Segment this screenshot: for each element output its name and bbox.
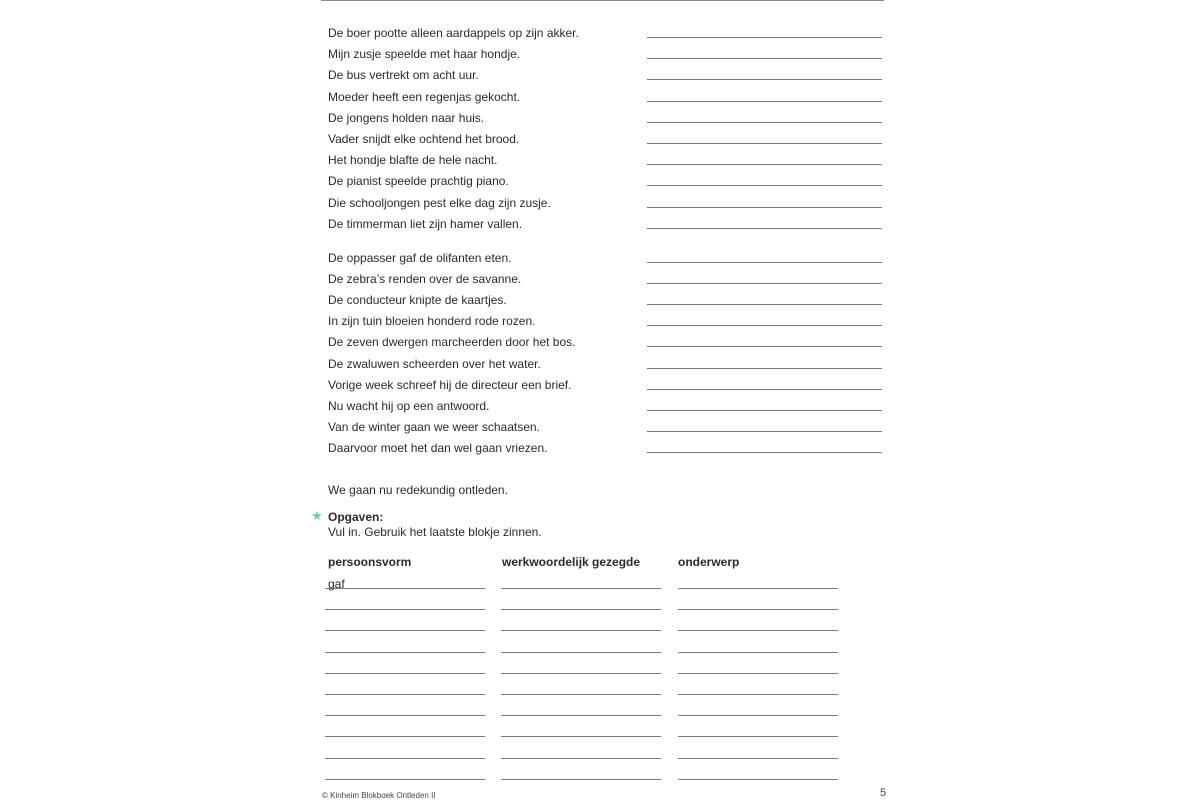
sentence-text: De jongens holden naar huis. <box>328 110 485 125</box>
table-answer-line[interactable] <box>678 694 838 695</box>
sentence-row <box>328 333 884 354</box>
block-gap <box>328 236 884 249</box>
table-answer-line[interactable] <box>501 779 661 780</box>
page-number: 5 <box>880 787 887 799</box>
sentence-row <box>328 249 884 270</box>
answer-line[interactable] <box>647 304 882 305</box>
sentence-text: De oppasser gaf de olifanten eten. <box>328 250 512 265</box>
sentence-text: De timmerman liet zijn hamer vallen. <box>328 216 523 231</box>
column-header-onderwerp: onderwerp <box>678 555 740 569</box>
sentence-row <box>328 397 884 418</box>
sentence-row <box>328 172 884 193</box>
sentence-text: Nu wacht hij op een antwoord. <box>328 398 490 413</box>
sentence-text: De zebra’s renden over de savanne. <box>328 271 522 286</box>
exercise-instruction: Vul in. Gebruik het laatste blokje zinnen. <box>328 525 542 539</box>
answer-line[interactable] <box>647 37 882 38</box>
sentence-text: Vorige week schreef hij de directeur een brief. <box>328 377 572 392</box>
sentence-row <box>328 215 884 236</box>
sentence-text: Die schooljongen pest elke dag zijn zusje. <box>328 195 551 210</box>
table-answer-line[interactable] <box>325 673 485 674</box>
sentence-row <box>328 312 884 333</box>
sentence-row <box>328 24 884 45</box>
sentence-row <box>328 291 884 312</box>
answer-line[interactable] <box>647 346 882 347</box>
answer-line[interactable] <box>647 228 882 229</box>
table-answer-line[interactable] <box>501 652 661 653</box>
sentence-row <box>328 194 884 215</box>
sentence-text: De pianist speelde prachtig piano. <box>328 174 509 189</box>
sentence-text: De boer pootte alleen aardappels op zijn akker. <box>328 26 579 40</box>
sentence-row <box>328 109 884 130</box>
sentence-text: De zwaluwen scheerden over het water. <box>328 356 541 371</box>
table-answer-line[interactable] <box>501 694 661 695</box>
table-answer-line[interactable] <box>501 630 661 631</box>
table-answer-line[interactable] <box>501 609 661 610</box>
sentence-row <box>328 376 884 397</box>
table-answer-line[interactable] <box>678 588 838 589</box>
sentence-text: Van de winter gaan we weer schaatsen. <box>328 420 540 435</box>
answer-value: gaf <box>328 577 345 591</box>
column-header-werkwoordelijk-gezegde: werkwoordelijk gezegde <box>502 555 641 569</box>
table-answer-line[interactable] <box>678 758 838 759</box>
sentence-row <box>328 66 884 87</box>
table-answer-line[interactable] <box>325 609 485 610</box>
table-answer-line[interactable] <box>325 588 485 589</box>
sentence-text: Mijn zusje speelde met haar hondje. <box>328 47 521 62</box>
answer-line[interactable] <box>647 389 882 390</box>
sentence-row <box>328 418 884 439</box>
table-answer-line[interactable] <box>501 715 661 716</box>
table-answer-line[interactable] <box>325 652 485 653</box>
answer-line[interactable] <box>647 325 882 326</box>
answer-line[interactable] <box>647 207 882 208</box>
sentence-text: Moeder heeft een regenjas gekocht. <box>328 89 521 104</box>
table-answer-line[interactable] <box>325 758 485 759</box>
intro-text: We gaan nu redekundig ontleden. <box>328 483 508 497</box>
table-answer-line[interactable] <box>325 736 485 737</box>
answer-line[interactable] <box>647 431 882 432</box>
footer-copyright: © Kinheim Blokboek Ontleden II <box>322 791 436 800</box>
sentence-text: De conducteur knipte de kaartjes. <box>328 293 507 308</box>
table-answer-line[interactable] <box>678 652 838 653</box>
answer-line[interactable] <box>647 58 882 59</box>
sentence-row <box>328 270 884 291</box>
table-answer-line[interactable] <box>678 736 838 737</box>
answer-line[interactable] <box>647 122 882 123</box>
sentence-row <box>328 439 884 460</box>
sentence-text: In zijn tuin bloeien honderd rode rozen. <box>328 314 536 329</box>
sentence-row <box>328 151 884 172</box>
table-answer-line[interactable] <box>678 673 838 674</box>
answer-line[interactable] <box>647 452 882 453</box>
column-header-persoonsvorm: persoonsvorm <box>328 555 412 569</box>
star-icon: ★ <box>311 508 323 523</box>
top-rule <box>321 0 884 1</box>
sentence-text: De bus vertrekt om acht uur. <box>328 68 479 83</box>
sentence-row <box>328 45 884 66</box>
answer-line[interactable] <box>647 410 882 411</box>
table-answer-line[interactable] <box>501 736 661 737</box>
answer-line[interactable] <box>647 164 882 165</box>
exercise-heading: Opgaven: <box>328 510 384 524</box>
table-answer-line[interactable] <box>501 758 661 759</box>
sentence-text: Daarvoor moet het dan wel gaan vriezen. <box>328 441 548 456</box>
table-answer-line[interactable] <box>325 779 485 780</box>
table-answer-line[interactable] <box>501 673 661 674</box>
table-answer-line[interactable] <box>678 630 838 631</box>
table-answer-line[interactable] <box>325 630 485 631</box>
table-answer-line[interactable] <box>325 694 485 695</box>
sentence-row <box>328 355 884 376</box>
sentence-text: Vader snijdt elke ochtend het brood. <box>328 131 520 146</box>
answer-line[interactable] <box>647 262 882 263</box>
sentence-text: De zeven dwergen marcheerden door het bos. <box>328 335 576 350</box>
sentence-row <box>328 88 884 109</box>
answer-line[interactable] <box>647 101 882 102</box>
table-answer-line[interactable] <box>501 588 661 589</box>
table-answer-line[interactable] <box>678 609 838 610</box>
sentence-text: Het hondje blafte de hele nacht. <box>328 153 498 168</box>
answer-line[interactable] <box>647 185 882 186</box>
answer-line[interactable] <box>647 143 882 144</box>
table-answer-line[interactable] <box>678 715 838 716</box>
answer-line[interactable] <box>647 283 882 284</box>
table-answer-line[interactable] <box>325 715 485 716</box>
answer-line[interactable] <box>647 368 882 369</box>
table-answer-line[interactable] <box>678 779 838 780</box>
sentence-list <box>328 24 884 461</box>
sentence-row <box>328 130 884 151</box>
answer-line[interactable] <box>647 79 882 80</box>
